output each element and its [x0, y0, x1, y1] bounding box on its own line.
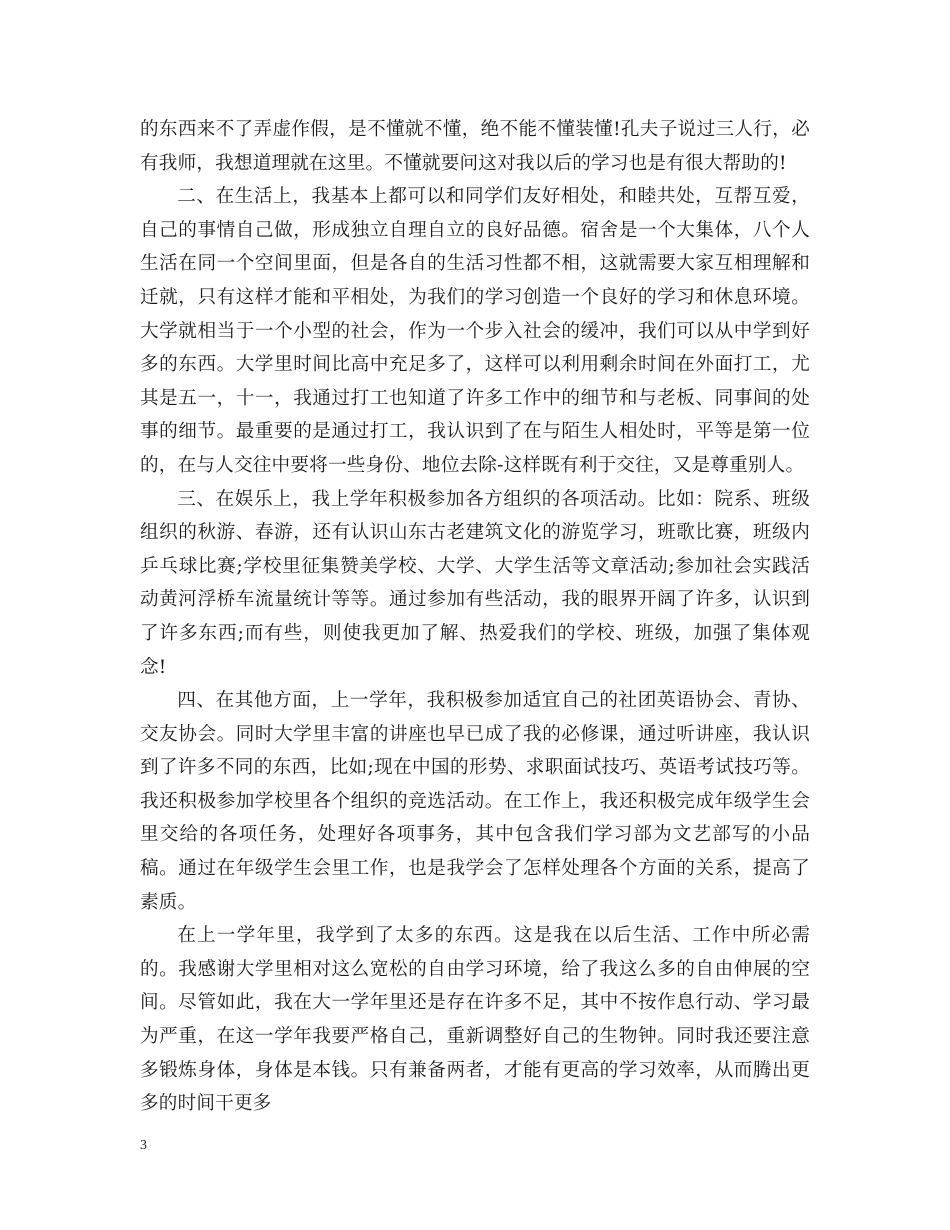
- paragraph-other-aspects: 四、在其他方面，上一学年，我积极参加适宜自己的社团英语协会、青协、交友协会。同时大学里丰富的讲座也早已成了我的必修课，通过听讲座，我认识到了许多不同的东西，比如;现在中国的形势、求职面试技巧、英语考试技巧等。我还积极参加学校里各个组织的竞选活动。在工作上，我还积极完成年级学生会里交给的各项任务，处理好各项事务，其中包含我们学习部为文艺部写的小品稿。通过在年级学生会里工作，也是我学会了怎样处理各个方面的关系，提高了素质。: [140, 690, 810, 913]
- document-body: [140, 113, 810, 1121]
- paragraph-continuation: 的东西来不了弄虚作假，是不懂就不懂，绝不能不懂装懂!孔夫子说过三人行，必有我师，我想道理就在这里。不懂就要问这对我以后的学习也是有很大帮助的!: [140, 119, 810, 174]
- paragraph-summary: 在上一学年里，我学到了太多的东西。这是我在以后生活、工作中所必需的。我感谢大学里相对这么宽松的自由学习环境，给了我这么多的自由伸展的空间。尽管如此，我在大一学年里还是存在许多不足，其中不按作息行动、学习最为严重，在这一学年我要严格自己，重新调整好自己的生物钟。同时我还要注意多锻炼身体，身体是本钱。只有兼备两者，才能有更高的学习效率，从而腾出更多的时间干更多: [140, 925, 810, 1115]
- page-number: 3: [140, 1138, 147, 1153]
- paragraph-entertainment: 三、在娱乐上，我上学年积极参加各方组织的各项活动。比如：院系、班级组织的秋游、春游，还有认识山东古老建筑文化的游览学习，班歌比赛，班级内乒乓球比赛;学校里征集赞美学校、大学、大学生活等文章活动;参加社会实践活动黄河浮桥车流量统计等等。通过参加有些活动，我的眼界开阔了许多，认识到了许多东西;而有些，则使我更加了解、热爱我们的学校、班级，加强了集体观念!: [140, 488, 810, 678]
- paragraph-life: 二、在生活上，我基本上都可以和同学们友好相处，和睦共处，互帮互爱，自己的事情自己做，形成独立自理自立的良好品德。宿舍是一个大集体，八个人生活在同一个空间里面，但是各自的生活习性都不相，这就需要大家互相理解和迁就，只有这样才能和平相处，为我们的学习创造一个良好的学习和休息环境。大学就相当于一个小型的社会，作为一个步入社会的缓冲，我们可以从中学到好多的东西。大学里时间比高中充足多了，这样可以利用剩余时间在外面打工，尤其是五一，十一，我通过打工也知道了许多工作中的细节和与老板、同事间的处事的细节。最重要的是通过打工，我认识到了在与陌生人相处时，平等是第一位的，在与人交往中要将一些身份、地位去除-这样既有利于交往，又是尊重别人。: [140, 186, 810, 476]
